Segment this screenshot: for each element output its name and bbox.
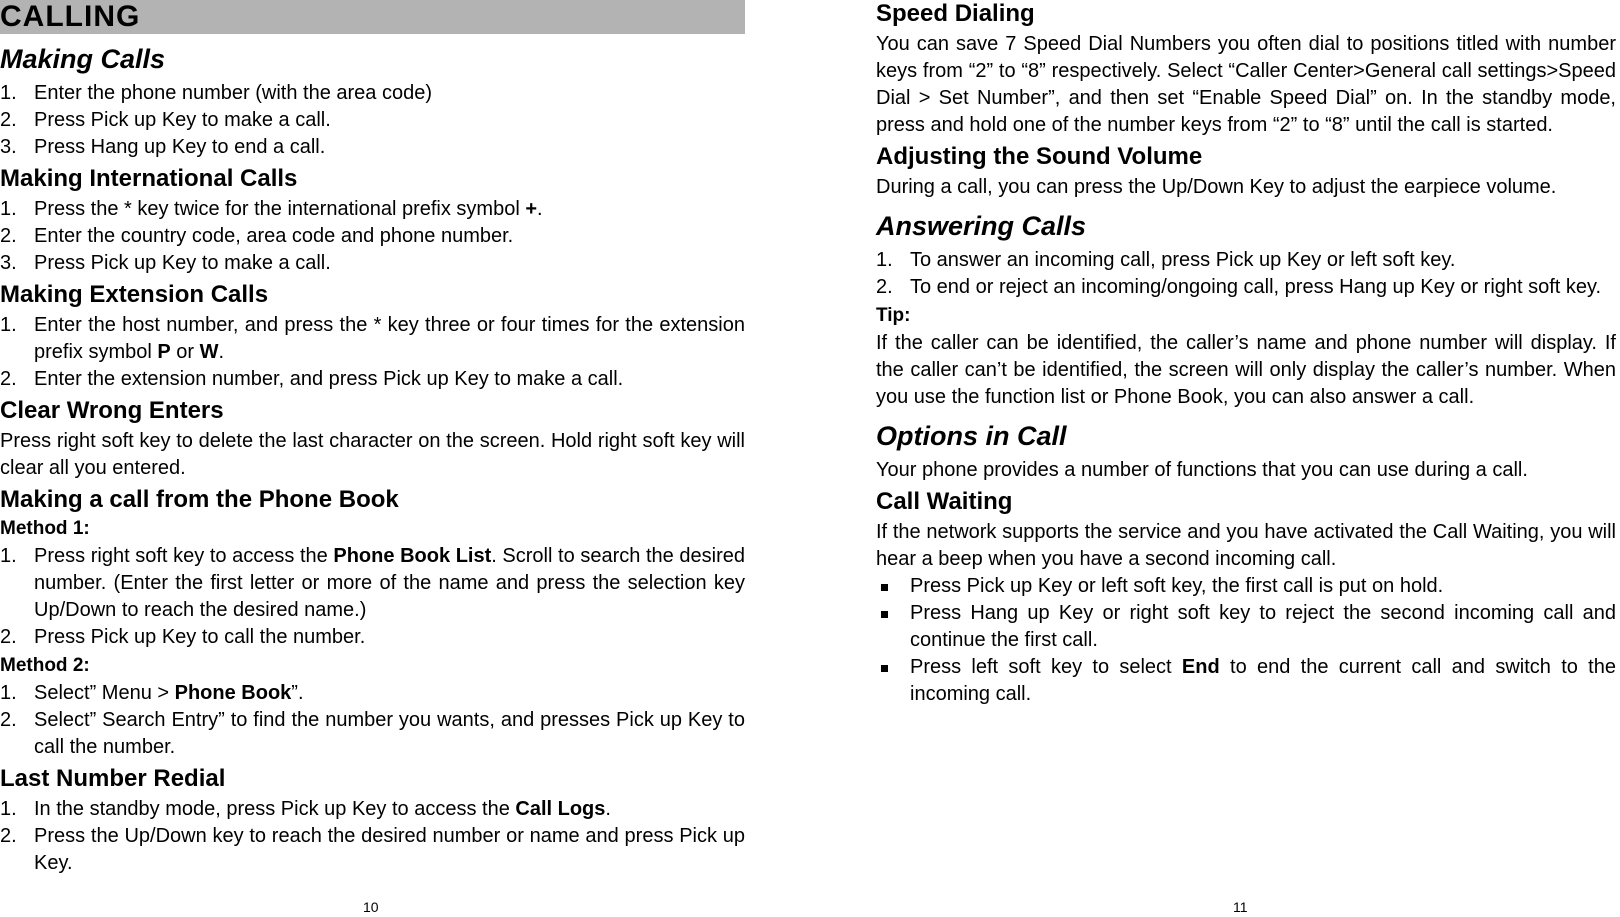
list-item: 1. Enter the phone number (with the area code) bbox=[0, 82, 433, 104]
making-calls-steps bbox=[0, 80, 745, 161]
heading-clear-wrong-enters: Clear Wrong Enters bbox=[0, 397, 224, 424]
list-item: 1. Select” Menu > Phone Book”. bbox=[0, 682, 304, 704]
speed-dialing-paragraph: You can save 7 Speed Dial Numbers you often dial to positions titled with number keys from “2” to “8” respectively. Select “Caller Center>General call settings>Speed Dial > Set Number”, and then set “Enable Speed Dial” on. In the standby mode, press and hold one of the number keys from “2” to “8” until the call is started. bbox=[876, 33, 1616, 136]
list-item: Press left soft key to select End to end the current call and switch to the incoming call. bbox=[876, 654, 1616, 708]
list-item: 1. Enter the host number, and press the * key three or four times for the extension prefix symbol P or W. bbox=[0, 314, 745, 363]
options-paragraph: Your phone provides a number of functions that you can use during a call. bbox=[876, 459, 1528, 481]
heading-call-waiting: Call Waiting bbox=[876, 488, 1013, 515]
heading-last-number-redial: Last Number Redial bbox=[0, 765, 226, 792]
heading-international-calls: Making International Calls bbox=[0, 165, 298, 192]
list-item: 2. Enter the extension number, and press Pick up Key to make a call. bbox=[0, 368, 624, 390]
list-item: 2. Press Pick up Key to call the number. bbox=[0, 626, 366, 648]
call-waiting-paragraph: If the network supports the service and you have activated the Call Waiting, you will hear a beep when you have a second incoming call. bbox=[876, 521, 1616, 570]
redial-steps bbox=[0, 796, 745, 877]
list-item: 1. Press the * key twice for the international prefix symbol +. bbox=[0, 198, 543, 220]
heading-extension-calls: Making Extension Calls bbox=[0, 281, 269, 308]
list-item: Press Pick up Key or left soft key, the first call is put on hold. bbox=[876, 573, 1616, 600]
page-number-left: 10 bbox=[363, 899, 379, 915]
heading-phone-book-call: Making a call from the Phone Book bbox=[0, 486, 399, 513]
method-2-label: Method 2: bbox=[0, 655, 90, 676]
list-item: 2. To end or reject an incoming/ongoing call, press Hang up Key or right soft key. bbox=[876, 276, 1602, 298]
method-1-label: Method 1: bbox=[0, 518, 90, 539]
tip-paragraph: If the caller can be identified, the caller’s name and phone number will display. If the caller can’t be identified, the screen will only display the caller’s number. When you use the function list or Phone Book, you can also answer a call. bbox=[876, 332, 1616, 408]
list-item: 2. Enter the country code, area code and phone number. bbox=[0, 225, 514, 247]
answering-steps bbox=[876, 247, 1616, 301]
chapter-title: CALLING bbox=[0, 0, 141, 33]
list-item: 1. In the standby mode, press Pick up Key to access the Call Logs. bbox=[0, 798, 611, 820]
list-item: Press Hang up Key or right soft key to reject the second incoming call and continue the first call. bbox=[876, 600, 1616, 654]
list-item: 3. Press Hang up Key to end a call. bbox=[0, 136, 326, 158]
method-2-steps bbox=[0, 680, 745, 761]
right-page bbox=[876, 0, 1616, 708]
list-item: 1. Press right soft key to access the Phone Book List. Scroll to search the desired number. (Enter the first letter or more of the name and press the selection key Up/Down to reach the desired name.) bbox=[0, 545, 745, 621]
page-number-right: 11 bbox=[1233, 899, 1248, 915]
section-title-making-calls: Making Calls bbox=[0, 44, 166, 74]
bullet-icon bbox=[881, 584, 888, 591]
extension-steps bbox=[0, 312, 745, 393]
heading-sound-volume: Adjusting the Sound Volume bbox=[876, 143, 1203, 170]
heading-speed-dialing: Speed Dialing bbox=[876, 0, 1035, 27]
tip-label: Tip: bbox=[876, 305, 911, 326]
list-item: 2. Select” Search Entry” to find the number you wants, and presses Pick up Key to call the number. bbox=[0, 709, 745, 758]
chapter-banner bbox=[0, 0, 745, 34]
list-item: 2. Press the Up/Down key to reach the desired number or name and press Pick up Key. bbox=[0, 825, 745, 874]
clear-paragraph: Press right soft key to delete the last character on the screen. Hold right soft key will clear all you entered. bbox=[0, 430, 745, 479]
list-item: 1. To answer an incoming call, press Pick up Key or left soft key. bbox=[876, 249, 1456, 271]
left-page bbox=[0, 0, 745, 877]
call-waiting-bullets bbox=[876, 573, 1616, 708]
bullet-icon bbox=[881, 611, 888, 618]
sound-volume-paragraph: During a call, you can press the Up/Down Key to adjust the earpiece volume. bbox=[876, 176, 1557, 198]
international-steps bbox=[0, 196, 745, 277]
list-item: 2. Press Pick up Key to make a call. bbox=[0, 109, 331, 131]
section-title-options-in-call: Options in Call bbox=[876, 421, 1067, 451]
bullet-icon bbox=[881, 665, 888, 672]
method-1-steps bbox=[0, 543, 745, 651]
section-title-answering-calls: Answering Calls bbox=[876, 211, 1087, 241]
list-item: 3. Press Pick up Key to make a call. bbox=[0, 252, 331, 274]
